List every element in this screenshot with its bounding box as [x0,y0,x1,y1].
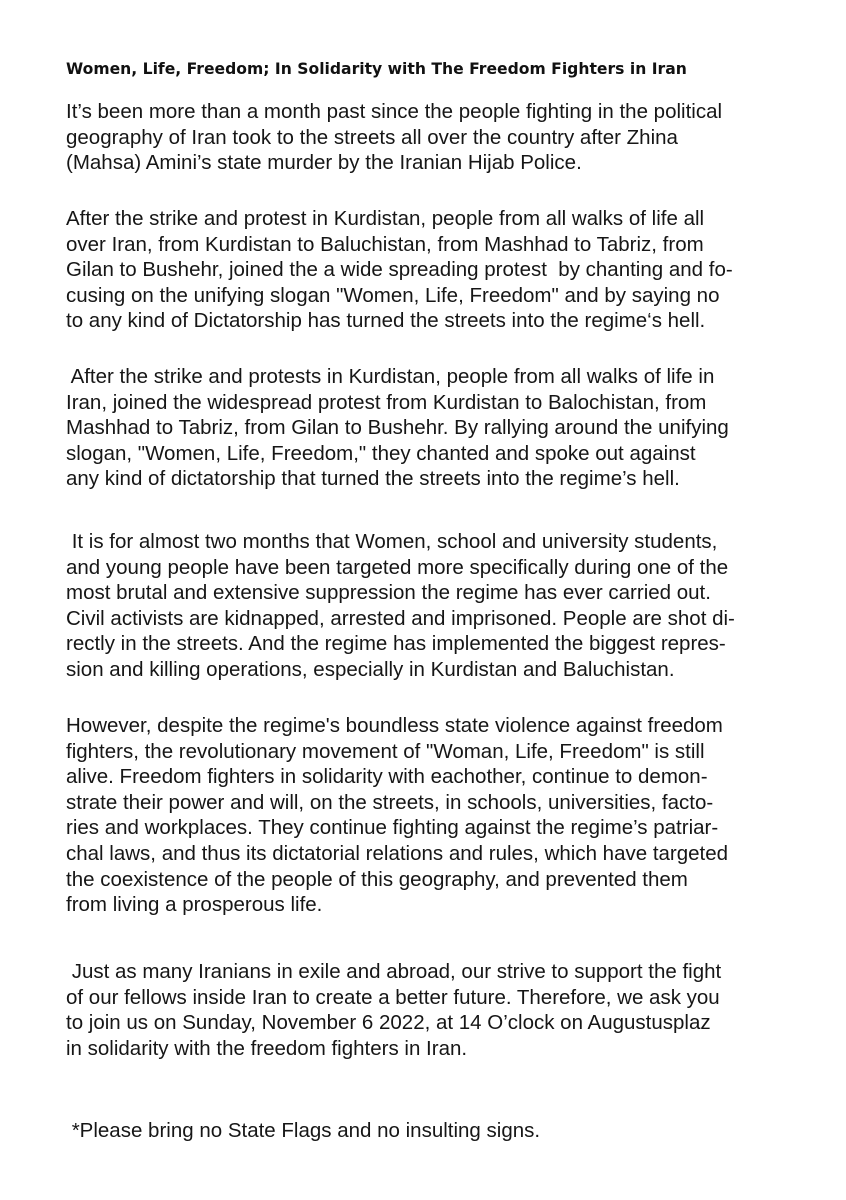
paragraph-line: fighters, the revolutionary movement of "Woman, Life, Freedom" is still [66,739,705,763]
paragraph-line: chal laws, and thus its dictatorial relations and rules, which have targeted [66,841,729,865]
paragraph-line: alive. Freedom fighters in solidarity with eachother, continue to demon- [66,765,708,789]
paragraph-line: Mashhad to Tabriz, from Gilan to Bushehr. By rallying around the unifying [66,416,729,440]
paragraph-line: ries and workplaces. They continue fighting against the regime’s patriar- [66,816,719,840]
paragraph-call-to-action [66,959,796,1061]
paragraph-line: Civil activists are kidnapped, arrested and imprisoned. People are shot di- [66,606,735,630]
paragraph-line: in solidarity with the freedom fighters in Iran. [66,1036,468,1060]
document-title: Women, Life, Freedom; In Solidarity with The Freedom Fighters in Iran [66,60,687,78]
paragraph-line: However, despite the regime's boundless state violence against freedom [66,714,723,737]
paragraph-suppression [66,529,796,683]
paragraph-line: After the strike and protest in Kurdistan, people from all walks of life all [66,207,705,230]
paragraph-line: Just as many Iranians in exile and abroad, our strive to support the fight [66,960,722,983]
footnote-no-flags [66,1118,796,1144]
paragraph-line: any kind of dictatorship that turned the streets into the regime’s hell. [66,467,680,491]
paragraph-line: slogan, "Women, Life, Freedom," they chanted and spoke out against [66,441,696,465]
paragraph-line: and young people have been targeted more specifically during one of the [66,555,729,579]
paragraph-line: sion and killing operations, especially in Kurdistan and Baluchistan. [66,657,675,681]
paragraph-movement-alive [66,713,796,918]
paragraph-line: cusing on the unifying slogan "Women, Life, Freedom" and by saying no [66,283,720,307]
paragraph-line: the coexistence of the people of this geography, and prevented them [66,867,688,891]
paragraph-line: Gilan to Bushehr, joined the a wide spreading protest by chanting and fo- [66,258,733,282]
paragraph-line: It is for almost two months that Women, school and university students, [66,530,718,553]
paragraph-strike-protest-revised [66,364,796,492]
paragraph-line: It’s been more than a month past since the people fighting in the political [66,100,723,123]
paragraph-line: geography of Iran took to the streets all over the country after Zhina [66,125,678,149]
paragraph-line: to any kind of Dictatorship has turned the streets into the regime‘s hell. [66,309,706,333]
paragraph-strike-protest [66,206,796,334]
paragraph-line: *Please bring no State Flags and no insulting signs. [66,1119,541,1142]
paragraph-line: of our fellows inside Iran to create a better future. Therefore, we ask you [66,985,720,1009]
paragraph-line: strate their power and will, on the streets, in schools, universities, facto- [66,790,714,814]
paragraph-line: from living a prosperous life. [66,893,323,917]
paragraph-line: to join us on Sunday, November 6 2022, at 14 O’clock on Augustusplaz [66,1011,711,1035]
paragraph-line: (Mahsa) Amini’s state murder by the Iranian Hijab Police. [66,151,582,175]
paragraph-intro [66,99,796,176]
paragraph-line: most brutal and extensive suppression the regime has ever carried out. [66,581,711,605]
paragraph-line: over Iran, from Kurdistan to Baluchistan, from Mashhad to Tabriz, from [66,232,704,256]
paragraph-line: rectly in the streets. And the regime has implemented the biggest repres- [66,632,726,656]
paragraph-line: Iran, joined the widespread protest from Kurdistan to Balochistan, from [66,390,707,414]
paragraph-line: After the strike and protests in Kurdistan, people from all walks of life in [66,365,715,388]
